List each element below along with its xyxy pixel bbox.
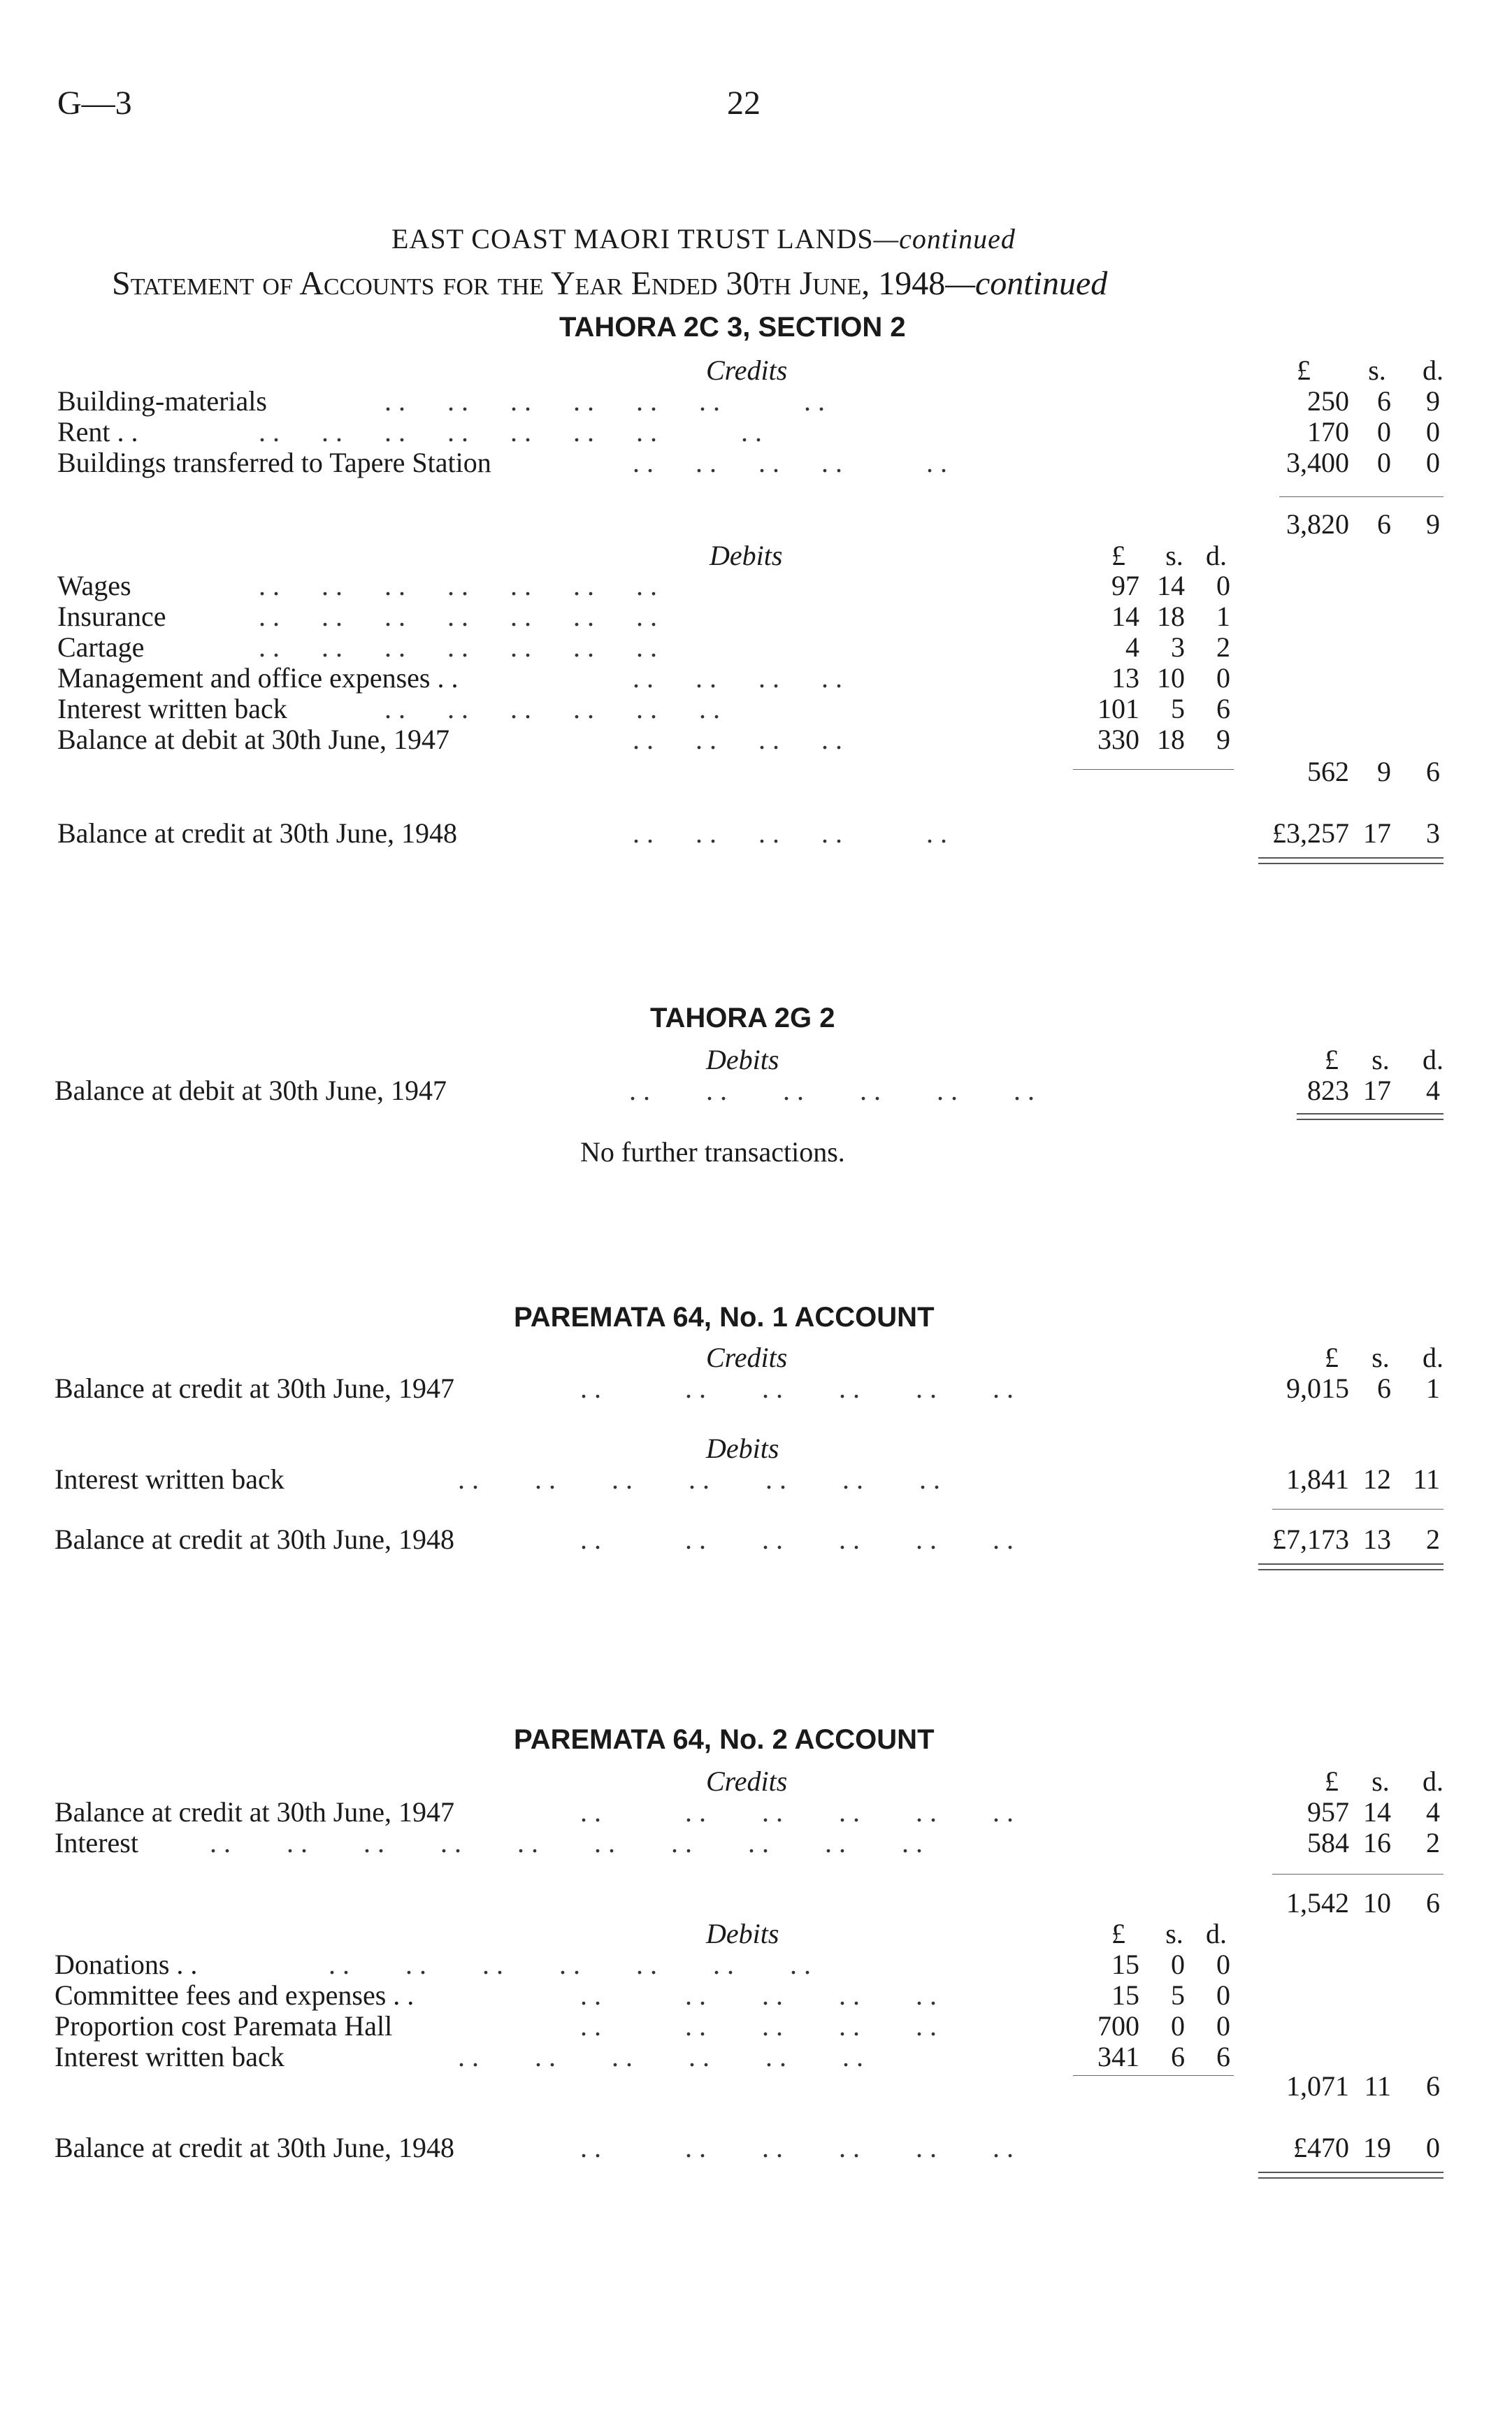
credit-label: Balance at credit at 30th June, 1947 (55, 1373, 455, 1404)
pound-header: £ (1297, 354, 1311, 386)
title-main: EAST COAST MAORI TRUST LANDS (391, 223, 874, 255)
debit-label: Donations . . (55, 1949, 198, 1980)
debit-label: Interest written back (57, 693, 287, 724)
debit-total-pounds: 1,071 (1286, 2070, 1349, 2102)
amount-pence: 0 (1426, 416, 1440, 447)
shilling-header: s. (1368, 354, 1386, 386)
credits-heading: Credits (706, 354, 788, 386)
balance-pounds: £7,173 (1272, 1524, 1349, 1555)
sum-rule (1073, 769, 1234, 770)
credit-total-pence: 9 (1426, 508, 1440, 540)
amount-shillings: 0 (1171, 2010, 1185, 2042)
double-rule-bottom (1258, 2177, 1443, 2179)
debit-label: Balance at debit at 30th June, 1947 (57, 724, 449, 755)
subtitle-suffix: —continued (945, 265, 1108, 302)
amount-pounds: 97 (1111, 570, 1139, 601)
pence-header: d. (1206, 1918, 1227, 1949)
section-title-paremata-1: PAREMATA 64, No. 1 ACCOUNT (514, 1302, 935, 1333)
debit-label: Insurance (57, 601, 166, 632)
debit-total-pence: 6 (1426, 756, 1440, 787)
amount-pounds: 584 (1307, 1827, 1349, 1858)
double-rule-top (1297, 1113, 1443, 1115)
balance-pence: 3 (1426, 817, 1440, 849)
leader-dots: . . . . . . . . . . . . (580, 2132, 1014, 2163)
amount-pounds: 4 (1125, 631, 1139, 663)
section-title-tahora-2g2: TAHORA 2G 2 (650, 1003, 835, 1033)
debit-label: Management and office expenses . . (57, 662, 459, 694)
pound-header: £ (1111, 540, 1125, 571)
debit-label: Proportion cost Paremata Hall (55, 2010, 393, 2042)
pound-header: £ (1325, 1044, 1339, 1075)
balance-pounds: £470 (1293, 2132, 1349, 2163)
pence-header: d. (1423, 1342, 1443, 1373)
credit-total-pounds: 3,820 (1286, 508, 1349, 540)
amount-shillings: 3 (1171, 631, 1185, 663)
shilling-header: s. (1165, 540, 1183, 571)
balance-label: Balance at credit at 30th June, 1948 (57, 817, 458, 849)
amount-shillings: 14 (1363, 1796, 1391, 1828)
debit-total-shillings: 11 (1364, 2070, 1391, 2102)
amount-pounds: 3,400 (1286, 447, 1349, 478)
title-main-suffix: —continued (873, 223, 1016, 255)
debit-label: Wages (57, 570, 131, 601)
debit-total-shillings: 9 (1377, 756, 1391, 787)
credit-label: Balance at credit at 30th June, 1947 (55, 1796, 455, 1828)
amount-pence: 9 (1426, 385, 1440, 417)
credit-label: Buildings transferred to Tapere Station (57, 447, 491, 478)
leader-dots: . . . . . . . . . . . . (580, 1373, 1014, 1404)
leader-dots: . . . . . . . . (633, 662, 842, 694)
leader-dots: . . . . . . . . (633, 724, 842, 755)
amount-shillings: 0 (1171, 1949, 1185, 1980)
amount-pounds: 15 (1111, 1979, 1139, 2011)
shilling-header: s. (1371, 1044, 1390, 1075)
shilling-header: s. (1371, 1765, 1390, 1797)
sum-rule (1073, 2075, 1234, 2076)
amount-pounds: 15 (1111, 1949, 1139, 1980)
leader-dots: . . . . . . . . . . . . . . (259, 570, 657, 601)
amount-shillings: 5 (1171, 1979, 1185, 2011)
amount-shillings: 5 (1171, 693, 1185, 724)
amount-pence: 1 (1216, 601, 1230, 632)
leader-dots: . . . . . . . . . . . . . . (259, 631, 657, 663)
credit-total-pounds: 1,542 (1286, 1887, 1349, 1919)
amount-shillings: 6 (1171, 2041, 1185, 2072)
leader-dots: . . . . . . . . . . . . (580, 1524, 1014, 1555)
leader-dots: . . . . . . . . . . . . . . (329, 1949, 811, 1980)
sum-rule (1272, 1509, 1443, 1510)
amount-shillings: 18 (1157, 724, 1185, 755)
balance-shillings: 17 (1363, 817, 1391, 849)
leader-dots: . . . . . . . . . . . . (629, 1075, 1035, 1106)
amount-pounds: 9,015 (1286, 1373, 1349, 1404)
amount-pence: 0 (1426, 447, 1440, 478)
amount-pounds: 700 (1097, 2010, 1139, 2042)
leader-dots: . . . . . . . . . . (633, 447, 947, 478)
debit-total-pence: 6 (1426, 2070, 1440, 2102)
leader-dots: . . . . . . . . . . . . (580, 1796, 1014, 1828)
balance-label: Balance at credit at 30th June, 1948 (55, 1524, 455, 1555)
document-title (391, 222, 1016, 255)
amount-shillings: 6 (1377, 385, 1391, 417)
amount-pounds: 170 (1307, 416, 1349, 447)
debits-heading: Debits (706, 1433, 779, 1464)
debits-heading: Debits (710, 540, 783, 571)
debit-total-pounds: 562 (1307, 756, 1349, 787)
amount-pounds: 1,841 (1286, 1463, 1349, 1495)
leader-dots: . . . . . . . . . . (580, 2010, 937, 2042)
amount-pounds: 13 (1111, 662, 1139, 694)
balance-pounds: £3,257 (1272, 817, 1349, 849)
amount-pence: 0 (1216, 662, 1230, 694)
subtitle-main: Statement of Accounts for the Year Ended 30th June, 1948 (112, 265, 946, 302)
pound-header: £ (1325, 1765, 1339, 1797)
sum-rule (1279, 496, 1443, 497)
balance-pence: 2 (1426, 1524, 1440, 1555)
debits-heading: Debits (706, 1044, 779, 1075)
amount-shillings: 10 (1157, 662, 1185, 694)
amount-pounds: 957 (1307, 1796, 1349, 1828)
section-title-paremata-2: PAREMATA 64, No. 2 ACCOUNT (514, 1724, 935, 1755)
amount-pounds: 250 (1307, 385, 1349, 417)
leader-dots: . . . . . . . . . . . . . . (259, 601, 657, 632)
amount-shillings: 6 (1377, 1373, 1391, 1404)
amount-pence: 2 (1216, 631, 1230, 663)
amount-pounds: 341 (1097, 2041, 1139, 2072)
amount-pounds: 101 (1097, 693, 1139, 724)
credit-total-shillings: 10 (1363, 1887, 1391, 1919)
credit-total-pence: 6 (1426, 1887, 1440, 1919)
credit-label: Interest (55, 1827, 138, 1858)
shilling-header: s. (1371, 1342, 1390, 1373)
double-rule-top (1258, 1563, 1443, 1565)
amount-shillings: 0 (1377, 447, 1391, 478)
amount-shillings: 18 (1157, 601, 1185, 632)
credit-total-shillings: 6 (1377, 508, 1391, 540)
amount-pence: 0 (1216, 570, 1230, 601)
pound-header: £ (1111, 1918, 1125, 1949)
debit-label: Interest written back (55, 2041, 285, 2072)
leader-dots: . . . . . . . . . . . . (458, 2041, 863, 2072)
credits-heading: Credits (706, 1765, 788, 1797)
double-rule-bottom (1258, 1569, 1443, 1570)
document-subtitle (112, 264, 1107, 303)
leader-dots: . . . . . . . . . . . . . . . . . . . . (210, 1827, 923, 1858)
page-number: 22 (727, 85, 761, 122)
credit-label: Building-materials (57, 385, 267, 417)
pence-header: d. (1423, 354, 1443, 386)
amount-pence: 6 (1216, 693, 1230, 724)
balance-pence: 4 (1426, 1075, 1440, 1106)
amount-shillings: 14 (1157, 570, 1185, 601)
amount-pence: 9 (1216, 724, 1230, 755)
amount-pence: 0 (1216, 1949, 1230, 1980)
sum-rule (1272, 1874, 1443, 1875)
amount-pence: 4 (1426, 1796, 1440, 1828)
balance-shillings: 17 (1363, 1075, 1391, 1106)
double-rule-top (1258, 857, 1443, 859)
section-title-tahora-2c3: TAHORA 2C 3, SECTION 2 (559, 312, 906, 343)
no-transactions-note: No further transactions. (580, 1136, 845, 1168)
balance-pence: 0 (1426, 2132, 1440, 2163)
debit-label: Interest written back (55, 1463, 285, 1495)
debits-heading: Debits (706, 1918, 779, 1949)
shilling-header: s. (1165, 1918, 1183, 1949)
amount-pence: 6 (1216, 2041, 1230, 2072)
amount-pence: 2 (1426, 1827, 1440, 1858)
doc-reference: G—3 (57, 85, 132, 122)
leader-dots: . . . . . . . . . . . . . . (384, 385, 825, 417)
balance-pounds: 823 (1307, 1075, 1349, 1106)
leader-dots: . . . . . . . . . . . . . . . . (259, 416, 762, 447)
pound-header: £ (1325, 1342, 1339, 1373)
amount-shillings: 12 (1363, 1463, 1391, 1495)
debit-label: Committee fees and expenses . . (55, 1979, 415, 2011)
balance-shillings: 13 (1363, 1524, 1391, 1555)
debit-label: Cartage (57, 631, 145, 663)
balance-label: Balance at debit at 30th June, 1947 (55, 1075, 447, 1106)
amount-pence: 11 (1413, 1463, 1440, 1495)
double-rule-bottom (1258, 863, 1443, 864)
leader-dots: . . . . . . . . . . . . . . (458, 1463, 940, 1495)
credit-label: Rent . . (57, 416, 138, 447)
balance-shillings: 19 (1363, 2132, 1391, 2163)
pence-header: d. (1423, 1765, 1443, 1797)
pence-header: d. (1206, 540, 1227, 571)
amount-pence: 0 (1216, 2010, 1230, 2042)
leader-dots: . . . . . . . . . . . . (384, 693, 720, 724)
double-rule-bottom (1297, 1119, 1443, 1120)
amount-pence: 0 (1216, 1979, 1230, 2011)
pence-header: d. (1423, 1044, 1443, 1075)
leader-dots: . . . . . . . . . . (633, 817, 947, 849)
amount-shillings: 16 (1363, 1827, 1391, 1858)
amount-shillings: 0 (1377, 416, 1391, 447)
leader-dots: . . . . . . . . . . (580, 1979, 937, 2011)
amount-pounds: 330 (1097, 724, 1139, 755)
amount-pounds: 14 (1111, 601, 1139, 632)
double-rule-top (1258, 2172, 1443, 2173)
credits-heading: Credits (706, 1342, 788, 1373)
balance-label: Balance at credit at 30th June, 1948 (55, 2132, 455, 2163)
amount-pence: 1 (1426, 1373, 1440, 1404)
